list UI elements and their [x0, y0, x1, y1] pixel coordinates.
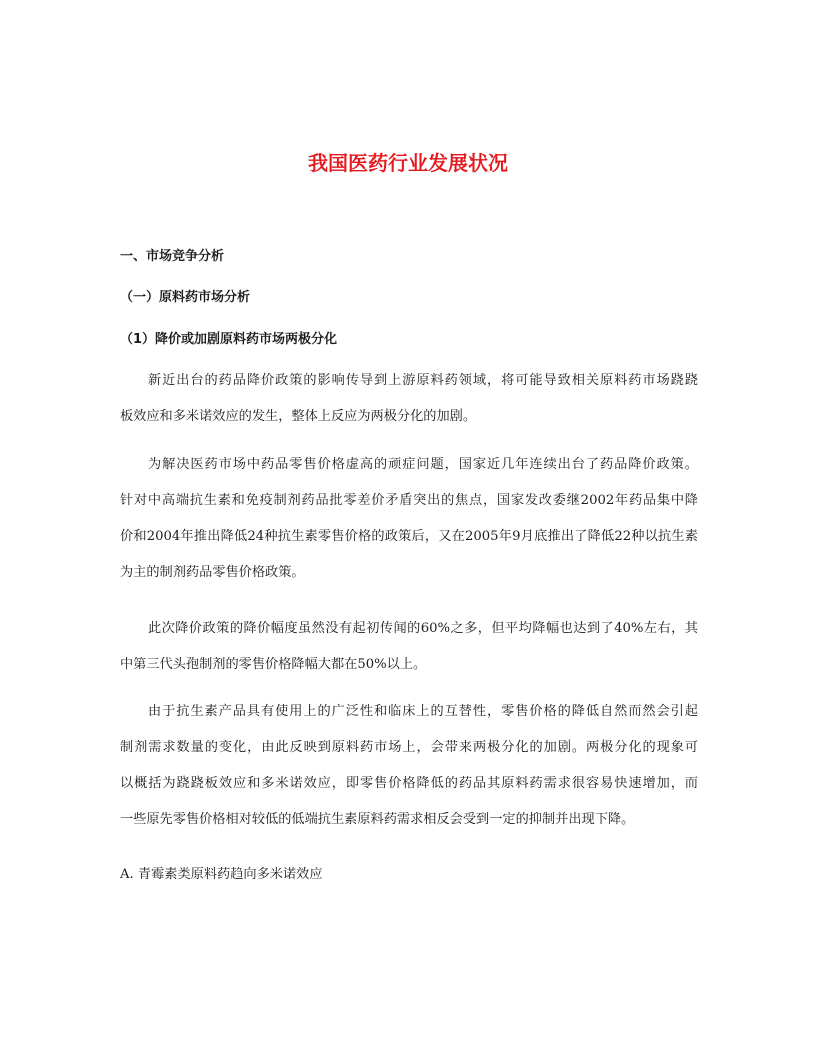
paragraph-line: 制剂需求数量的变化，由此反映到原料药市场上，会带来两极分化的加剧。两极分化的现象可	[120, 740, 698, 755]
paragraph-3	[120, 611, 698, 683]
section-heading-market-competition: 一、市场竞争分析	[120, 249, 225, 264]
subsection-heading-api-market: （一）原料药市场分析	[120, 290, 251, 305]
paragraph-line: 新近出台的药品降价政策的影响传导到上游原料药领域，将可能导致相关原料药市场跷跷	[148, 373, 698, 388]
paragraph-line: 中第三代头孢制剂的零售价格降幅大都在50%以上。	[120, 657, 427, 672]
document-title: 我国医药行业发展状况	[308, 151, 508, 175]
paragraph-line: 一些原先零售价格相对较低的低端抗生素原料药需求相反会受到一定的抑制并出现下降。	[120, 812, 635, 827]
paragraph-line: 为解决医药市场中药品零售价格虚高的顽症问题，国家近几年连续出台了药品降价政策。	[148, 457, 698, 472]
paragraph-2	[120, 447, 698, 591]
paragraph-line: 以概括为跷跷板效应和多米诺效应，即零售价格降低的药品其原料药需求很容易快速增加，而	[120, 776, 698, 791]
subheading-penicillin: A. 青霉素类原料药趋向多米诺效应	[120, 867, 323, 882]
paragraph-line: 价和2004年推出降低24种抗生素零售价格的政策后，又在2005年9月底推出了降低22种以抗生素	[120, 529, 698, 544]
paragraph-line: 为主的制剂药品零售价格政策。	[120, 565, 305, 580]
subsubsection-heading-polarization: （1）降价或加剧原料药市场两极分化	[120, 332, 338, 347]
paragraph-line: 此次降价政策的降价幅度虽然没有起初传闻的60%之多，但平均降幅也达到了40%左右，其	[148, 621, 698, 636]
paragraph-line: 板效应和多米诺效应的发生，整体上反应为两极分化的加剧。	[120, 409, 477, 424]
paragraph-4	[120, 694, 698, 838]
paragraph-line: 由于抗生素产品具有使用上的广泛性和临床上的互替性，零售价格的降低自然而然会引起	[148, 704, 698, 719]
paragraph-1	[120, 363, 698, 435]
paragraph-line: 针对中高端抗生素和免疫制剂药品批零差价矛盾突出的焦点，国家发改委继2002年药品集中降	[120, 493, 698, 508]
